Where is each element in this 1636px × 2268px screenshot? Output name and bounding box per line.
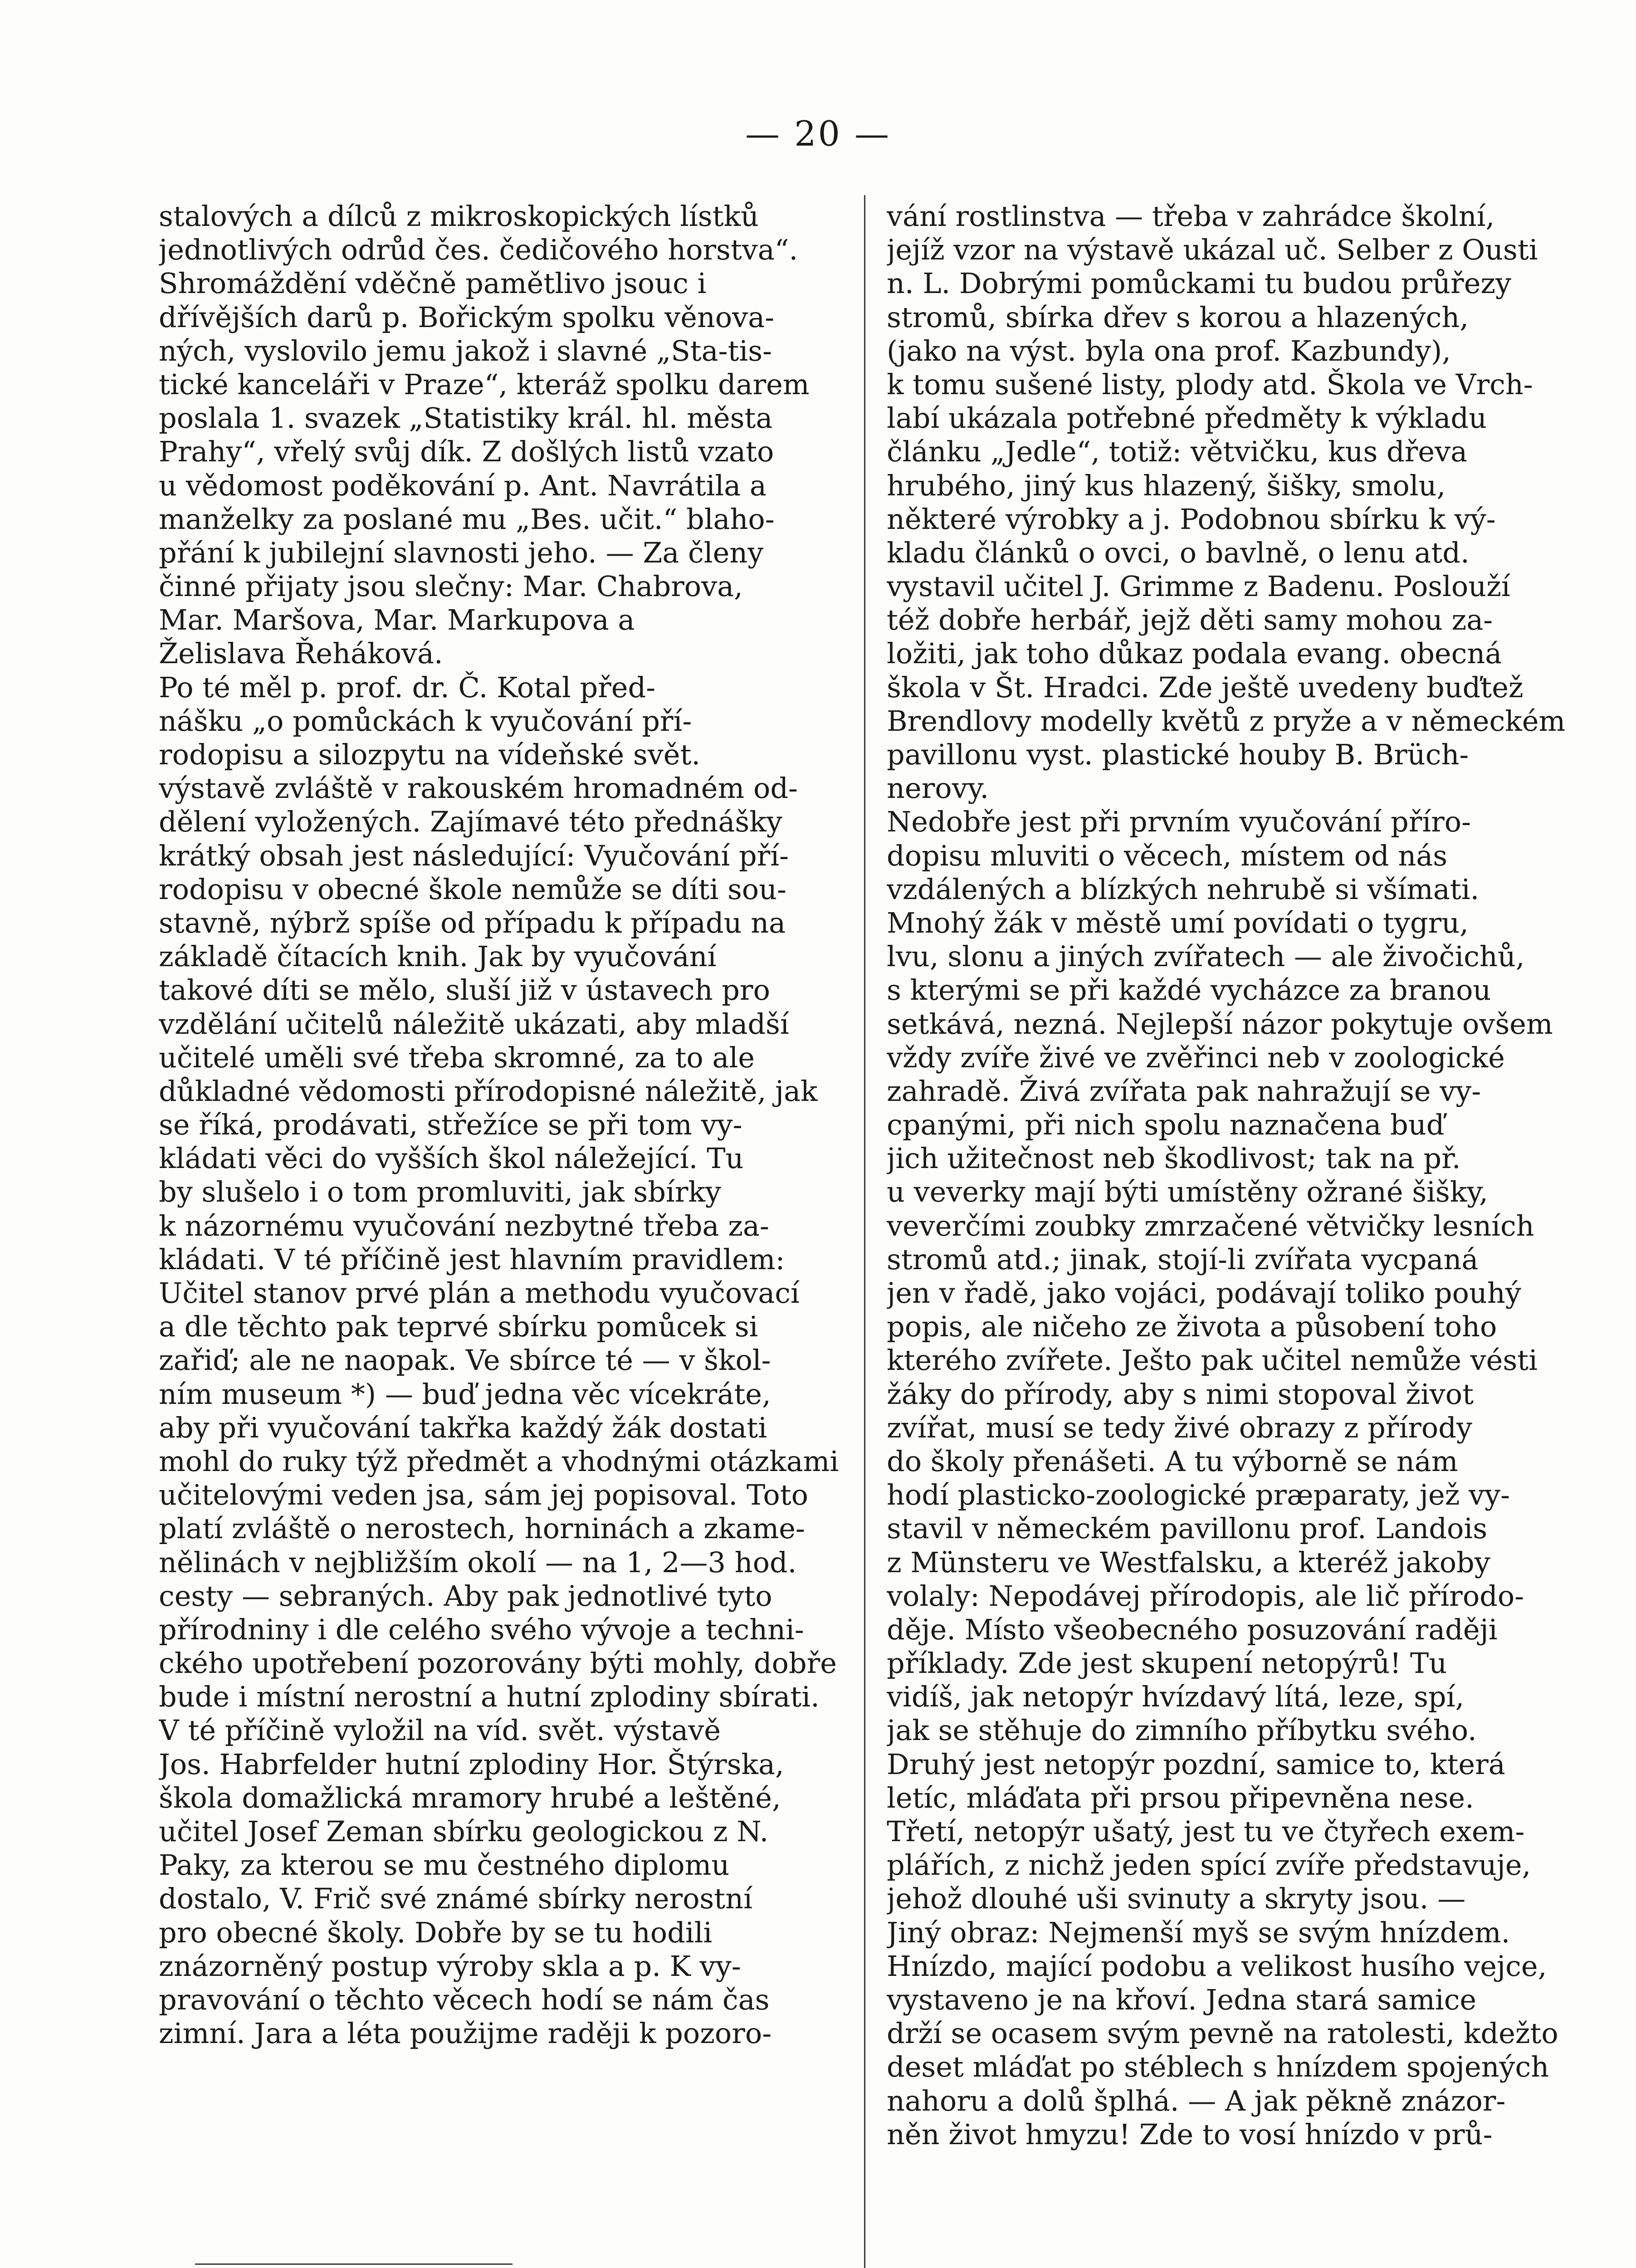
text-line: pavillonu vyst. plastické houby B. Brüch- [887,738,1469,771]
text-line: rodopisu v obecné škole nemůže se díti sou- [159,872,787,906]
text-line: Druhý jest netopýr pozdní, samice to, která [887,1747,1505,1781]
text-line: základě čítacích knih. Jak by vyučování [159,940,717,973]
text-line: pravování o těchto věcech hodí se nám čas [159,1983,770,2016]
text-line: vidíš, jak netopýr hvízdavý lítá, leze, spí, [887,1680,1465,1714]
text-line: u veverky mají býti umístěny ožrané šišky, [887,1175,1488,1209]
text-line: ckého upotřebení pozorovány býti mohly, dobře [159,1647,837,1680]
text-line: Jos. Habrfelder hutní zplodiny Hor. Štýrska, [159,1747,784,1781]
text-line: příklady. Zde jest skupení netopýrů! Tu [887,1647,1447,1680]
text-line: tické kanceláři v Praze“, kteráž spolku darem [159,367,810,401]
text-line: škola v Št. Hradci. Zde ještě uvedeny buďtež [887,670,1524,704]
text-line: učitelé uměli své třeba skromné, za to ale [159,1041,755,1074]
text-line: a dle těchto pak teprvé sbírku pomůcek si [159,1310,758,1344]
text-line: kterého zvířete. Ješto pak učitel nemůže vésti [887,1344,1538,1377]
text-line: mohl do ruky týž předmět a vhodnými otázkami [159,1444,839,1478]
text-line: Nedobře jest při prvním vyučování příro- [887,805,1471,839]
text-line: platí zvláště o nerostech, horninách a zkame- [159,1512,805,1545]
text-line: vání rostlinstva — třeba v zahrádce školní, [887,200,1495,233]
text-line: pro obecné školy. Dobře by se tu hodili [159,1916,713,1949]
text-line: důkladné vědomosti přírodopisné náležitě, jak [159,1074,818,1108]
text-line: volaly: Nepodávej přírodopis, ale lič přírodo- [887,1579,1524,1613]
text-line: jehož dlouhé uši svinuty a skryty jsou. — [887,1882,1466,1916]
text-line: drží se ocasem svým pevně na ratolesti, kdežto [887,2017,1558,2050]
text-line: ných, vyslovilo jemu jakož i slavné „Sta-tis- [159,334,772,367]
text-line: stalových a dílců z mikroskopických lístků [159,200,759,233]
text-line: dřívějších darů p. Bořickým spolku věnova- [159,300,775,334]
text-line: dělení vyložených. Zajímavé této přednášky [159,805,782,839]
text-line: krátký obsah jest následující: Vyučování pří- [159,839,789,872]
text-line: z Münsteru ve Westfalsku, a kteréž jakoby [887,1545,1490,1579]
text-line: článku „Jedle“, totiž: větvičku, kus dřeva [887,435,1468,469]
text-line: takové díti se mělo, sluší již v ústavech pro [159,973,770,1007]
text-line: Prahy“, vřelý svůj dík. Z došlých listů vzato [159,435,774,469]
text-line: jednotlivých odrůd čes. čedičového horstva“. [159,233,798,267]
column-divider [864,195,865,2268]
text-line: zařiď; ale ne naopak. Ve sbírce té — v škol- [159,1344,771,1377]
text-line: učitel Josef Zeman sbírku geologickou z N. [159,1815,769,1848]
text-line: Po té měl p. prof. dr. Č. Kotal před- [159,670,656,704]
text-line: popis, ale ničeho ze života a působení toho [887,1310,1497,1344]
text-line: zahradě. Živá zvířata pak nahražují se vy- [887,1074,1481,1108]
text-line: stavil v německém pavillonu prof. Landois [887,1512,1488,1545]
text-line: děje. Místo všeobecného posuzování raději [887,1613,1498,1646]
text-line: kládati. V té příčině jest hlavním pravidlem: [159,1242,785,1276]
text-line: deset mláďat po stéblech s hnízdem spojených [887,2050,1549,2084]
text-line: cpanými, při nich spolu naznačena buď [887,1108,1445,1142]
text-line: dopisu mluviti o věcech, místem od nás [887,839,1448,872]
text-line: Brendlovy modelly květů z pryže a v německém [887,704,1566,738]
text-line: znázorněný postup výroby skla a p. K vy- [159,1949,741,1983]
text-line: zvířat, musí se tedy živé obrazy z přírody [887,1411,1472,1444]
text-line: některé výrobky a j. Podobnou sbírku k vý- [887,502,1496,536]
text-line: stromů atd.; jinak, stojí-li zvířata vycpaná [887,1242,1479,1276]
text-line: jen v řadě, jako vojáci, podávají toliko pouhý [887,1276,1521,1310]
text-line: V té příčině vyložil na víd. svět. výstavě [159,1714,721,1747]
text-line: veverčími zoubky zmrzačené větvičky lesních [887,1209,1534,1242]
text-line: letíc, mláďata při prsou připevněna nese. [887,1781,1474,1814]
text-line: Shromáždění vděčně pamětlivo jsouc i [159,267,707,300]
text-line: s kterými se při každé vycházce za branou [887,973,1491,1007]
text-line: nělinách v nejbližším okolí — na 1, 2—3 hod. [159,1545,797,1579]
text-line: stromů, sbírka dřev s korou a hlazených, [887,300,1469,334]
text-line: nerovy. [887,772,989,805]
text-line: cesty — sebraných. Aby pak jednotlivé tyto [159,1579,772,1613]
text-line: Paky, za kterou se mu čestného diplomu [159,1848,730,1882]
text-line: též dobře herbář, jejž děti samy mohou za- [887,603,1493,637]
footnote-rule [195,2263,513,2265]
text-line: se říká, prodávati, střežíce se při tom vy- [159,1108,742,1142]
text-line: aby při vyučování takřka každý žák dostati [159,1411,767,1444]
text-line: labí ukázala potřebné předměty k výkladu [887,401,1487,435]
text-line: ložiti, jak toho důkaz podala evang. obecná [887,637,1502,670]
text-line: manželky za poslané mu „Bes. učit.“ blaho- [159,502,775,536]
text-line: k tomu sušené listy, plody atd. Škola ve Vrch- [887,367,1533,401]
text-line: Želislava Řeháková. [159,637,443,670]
text-line: jejíž vzor na výstavě ukázal uč. Selber z Ousti [887,233,1538,267]
text-line: něn život hmyzu! Zde to vosí hnízdo v prů- [887,2117,1493,2151]
text-line: stavně, nýbrž spíše od případu k případu na [159,906,786,939]
text-line: vystavil učitel J. Grimme z Badenu. Poslouží [887,570,1510,603]
text-line: jich užitečnost neb škodlivost; tak na př. [887,1142,1461,1175]
text-line: vzdálených a blízkých nehrubě si všímati. [887,872,1480,906]
text-line: rodopisu a silozpytu na vídeňské svět. [159,738,701,771]
text-line: n. L. Dobrými pomůckami tu budou průřezy [887,267,1512,300]
text-line: škola domažlická mramory hrubé a leštěné, [159,1781,781,1814]
text-line: činné přijaty jsou slečny: Mar. Chabrova, [159,570,743,603]
text-line: poslala 1. svazek „Statistiky král. hl. města [159,401,773,435]
text-line: (jako na výst. byla ona prof. Kazbundy), [887,334,1451,367]
text-line: zimní. Jara a léta použijme raději k pozoro- [159,2017,772,2050]
text-line: bude i místní nerostní a hutní zplodiny sbírati. [159,1680,820,1714]
text-line: hodí plasticko-zoologické præparaty, jež vy- [887,1478,1510,1512]
text-line: Jiný obraz: Nejmenší myš se svým hnízdem. [887,1916,1510,1949]
text-line: ním museum *) — buď jedna věc vícekráte, [159,1377,771,1411]
text-line: vystaveno je na křoví. Jedna stará samice [887,1983,1477,2016]
text-line: jak se stěhuje do zimního příbytku svého. [887,1714,1477,1747]
text-line: plářích, z nichž jeden spící zvíře představuje, [887,1848,1531,1882]
text-line: přírodniny i dle celého svého vývoje a techni- [159,1613,804,1646]
text-line: hrubého, jiný kus hlazený, šišky, smolu, [887,469,1446,502]
text-line: kládati věci do vyšších škol náležející. Tu [159,1142,744,1175]
text-line: Hnízdo, mající podobu a velikost husího vejce, [887,1949,1547,1983]
text-line: přání k jubilejní slavnosti jeho. — Za členy [159,536,764,569]
text-line: Mar. Maršova, Mar. Markupova a [159,603,635,637]
text-line: učitelovými veden jsa, sám jej popisoval. Toto [159,1478,808,1512]
page-number: — 20 — [745,113,891,154]
text-line: žáky do přírody, aby s nimi stopoval život [887,1377,1474,1411]
text-line: do školy přenášeti. A tu výborně se nám [887,1444,1458,1478]
text-line: nášku „o pomůckách k vyučování pří- [159,704,692,738]
text-line: u vědomost poděkování p. Ant. Navrátila a [159,469,767,502]
text-line: vzdělání učitelů náležitě ukázati, aby mladší [159,1007,789,1041]
left-column [159,200,841,2050]
text-line: vždy zvíře živé ve zvěřinci neb v zoologické [887,1041,1505,1074]
text-line: k názornému vyučování nezbytné třeba za- [159,1209,769,1242]
text-line: výstavě zvláště v rakouském hromadném od- [159,772,798,805]
text-line: Učitel stanov prvé plán a methodu vyučovací [159,1276,800,1310]
text-line: by slušelo i o tom promluviti, jak sbírky [159,1175,721,1209]
text-line: lvu, slonu a jiných zvířatech — ale živočichů, [887,940,1525,973]
text-line: Třetí, netopýr ušatý, jest tu ve čtyřech exem- [887,1815,1525,1848]
text-line: setkává, nezná. Nejlepší názor pokytuje ovšem [887,1007,1553,1041]
text-line: Mnohý žák v městě umí povídati o tygru, [887,906,1469,939]
text-line: kladu článků o ovci, o bavlně, o lenu atd. [887,536,1470,569]
text-line: nahoru a dolů šplhá. — A jak pěkně znázor- [887,2084,1506,2117]
right-column [887,200,1569,2151]
text-line: dostalo, V. Frič své známé sbírky nerostní [159,1882,752,1916]
